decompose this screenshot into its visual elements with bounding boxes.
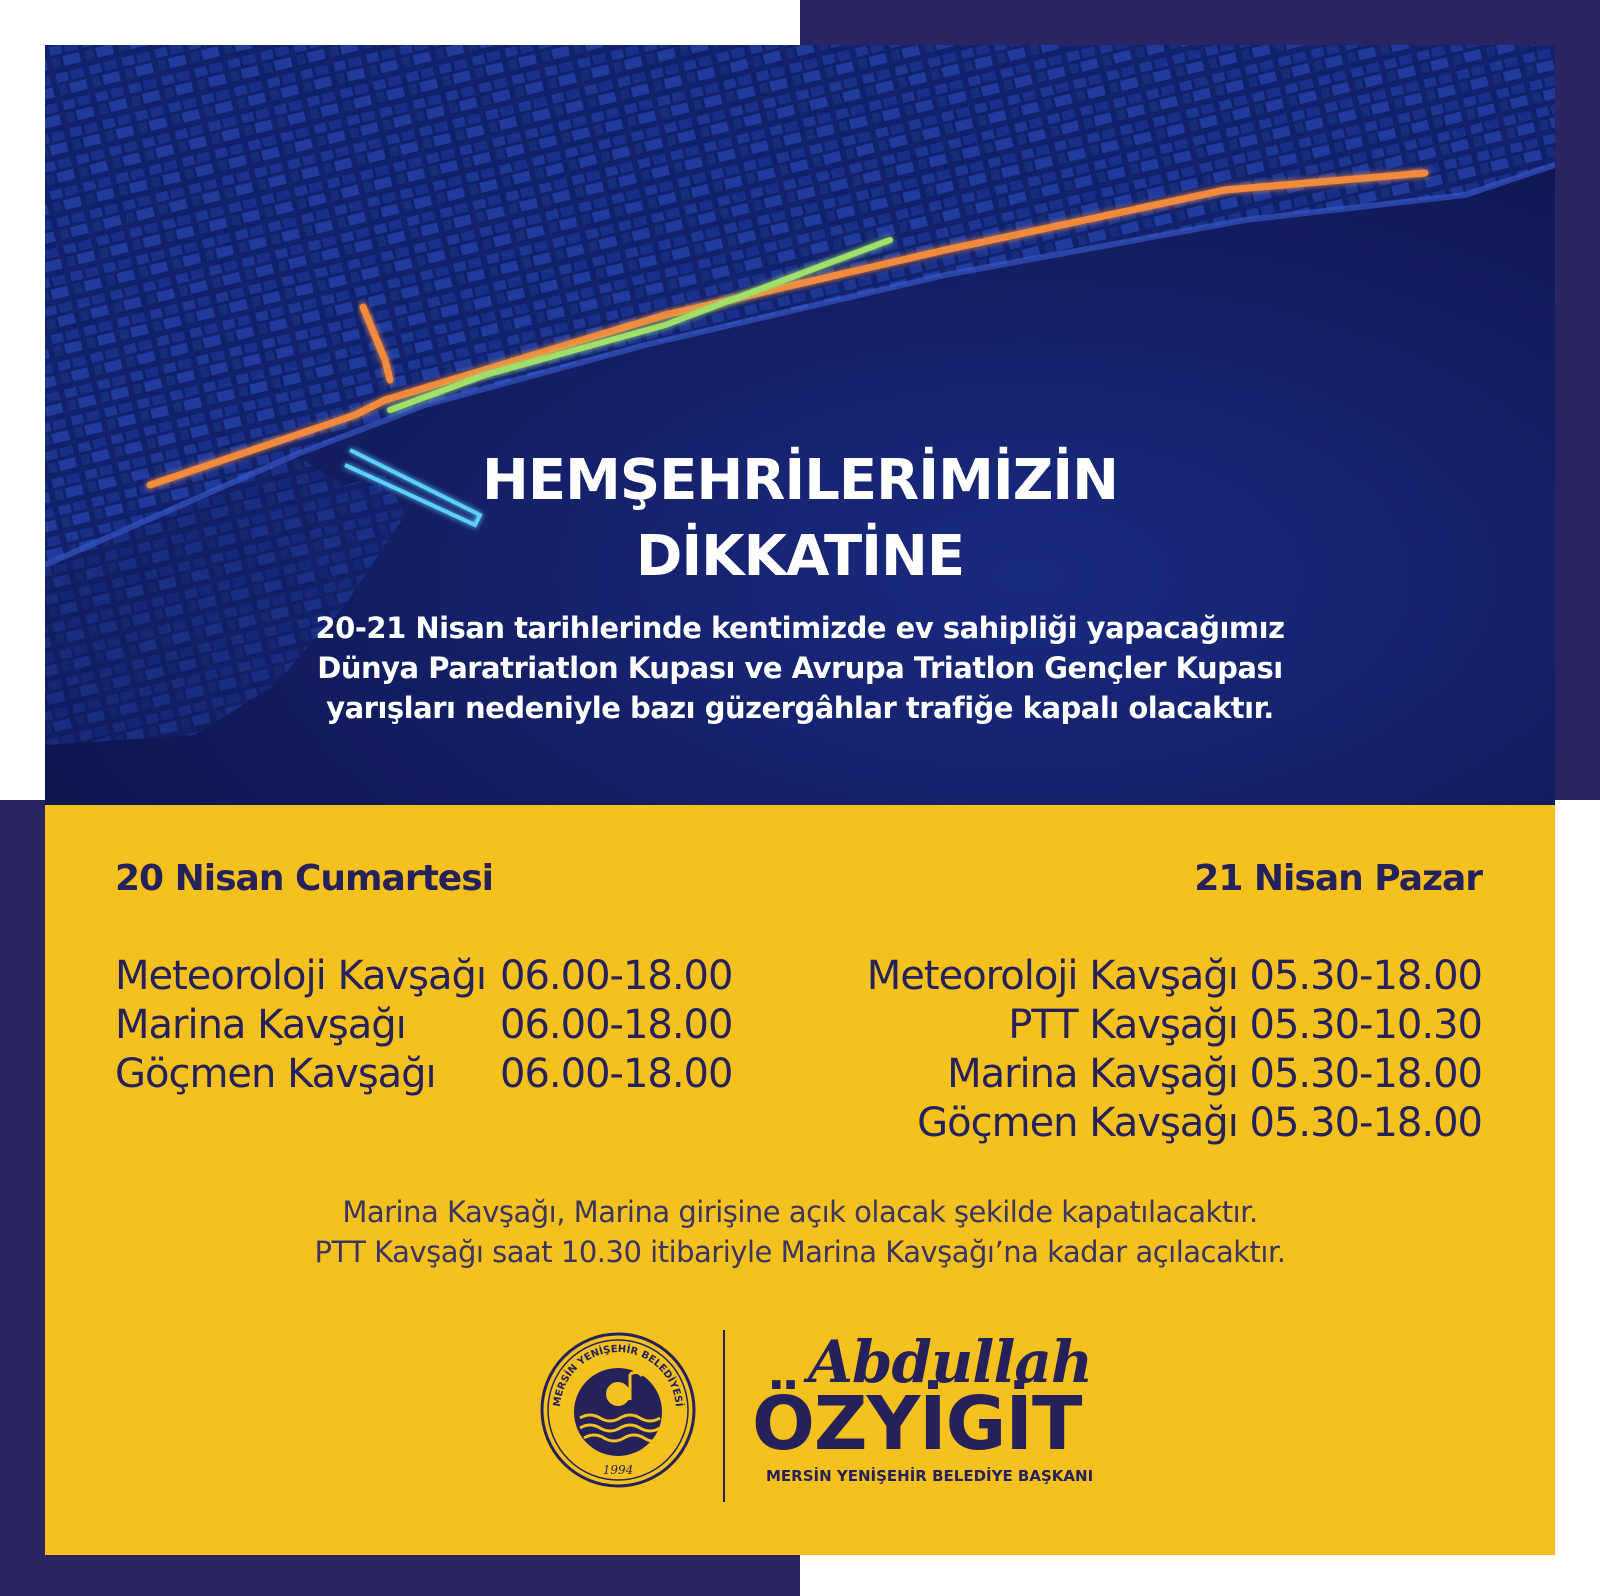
intro-line: yarışları nedeniyle bazı güzergâhlar trafiğe kapalı olacaktır. <box>326 691 1274 725</box>
junction-name: Marina Kavşağı <box>115 1002 406 1048</box>
notes <box>0 1192 1600 1272</box>
closure-time: 05.30-18.00 <box>1249 1100 1482 1146</box>
schedule-row <box>867 1050 1482 1099</box>
seal-text: MERSİN YENİŞEHİR BELEDİYESİ <box>551 1343 684 1408</box>
mayor-signature: Abdullah <box>808 1328 1093 1396</box>
seal-icon <box>538 1330 698 1490</box>
seal-year: 1994 <box>602 1463 634 1477</box>
municipality-seal <box>538 1330 698 1490</box>
day1-schedule <box>115 952 732 1099</box>
schedule-row <box>867 952 1482 1001</box>
schedule-row <box>115 1050 732 1099</box>
closure-time: 05.30-10.30 <box>1249 1002 1482 1048</box>
intro-line: 20-21 Nisan tarihlerinde kentimizde ev sahipliği yapacağımız <box>315 611 1285 645</box>
closure-time: 06.00-18.00 <box>500 1002 733 1048</box>
note-line: Marina Kavşağı, Marina girişine açık olacak şekilde kapatılacaktır. <box>342 1195 1258 1229</box>
day1-title: 20 Nisan Cumartesi <box>115 858 493 899</box>
mayor-surname: ÖZYİGİT <box>752 1381 1082 1467</box>
schedule-row <box>867 1001 1482 1050</box>
schedule-row <box>867 1099 1482 1148</box>
junction-name: Meteoroloji Kavşağı <box>115 953 487 999</box>
day2-title: 21 Nisan Pazar <box>1194 858 1482 899</box>
closure-time: 06.00-18.00 <box>500 1051 733 1097</box>
schedule-row <box>115 1001 732 1050</box>
junction-name: PTT Kavşağı <box>1008 1002 1238 1048</box>
mayor-title: MERSİN YENİŞEHİR BELEDİYE BAŞKANI <box>766 1467 1094 1485</box>
day2-schedule <box>867 952 1482 1148</box>
junction-name: Göçmen Kavşağı <box>115 1051 436 1097</box>
schedule-row <box>115 952 732 1001</box>
intro-line: Dünya Paratriatlon Kupası ve Avrupa Triatlon Gençler Kupası <box>317 651 1283 685</box>
headline-line-2: DİKKATİNE <box>635 524 965 589</box>
closure-time: 05.30-18.00 <box>1249 953 1482 999</box>
junction-name: Meteoroloji Kavşağı <box>866 953 1238 999</box>
intro-text <box>0 608 1600 728</box>
closure-time: 05.30-18.00 <box>1249 1051 1482 1097</box>
footer-divider <box>723 1330 725 1502</box>
note-line: PTT Kavşağı saat 10.30 itibariyle Marina Kavşağı’na kadar açılacaktır. <box>314 1235 1286 1269</box>
junction-name: Marina Kavşağı <box>947 1051 1238 1097</box>
headline-line-1: HEMŞEHRİLERİMİZİN <box>481 448 1119 513</box>
junction-name: Göçmen Kavşağı <box>917 1100 1238 1146</box>
closure-time: 06.00-18.00 <box>500 953 733 999</box>
